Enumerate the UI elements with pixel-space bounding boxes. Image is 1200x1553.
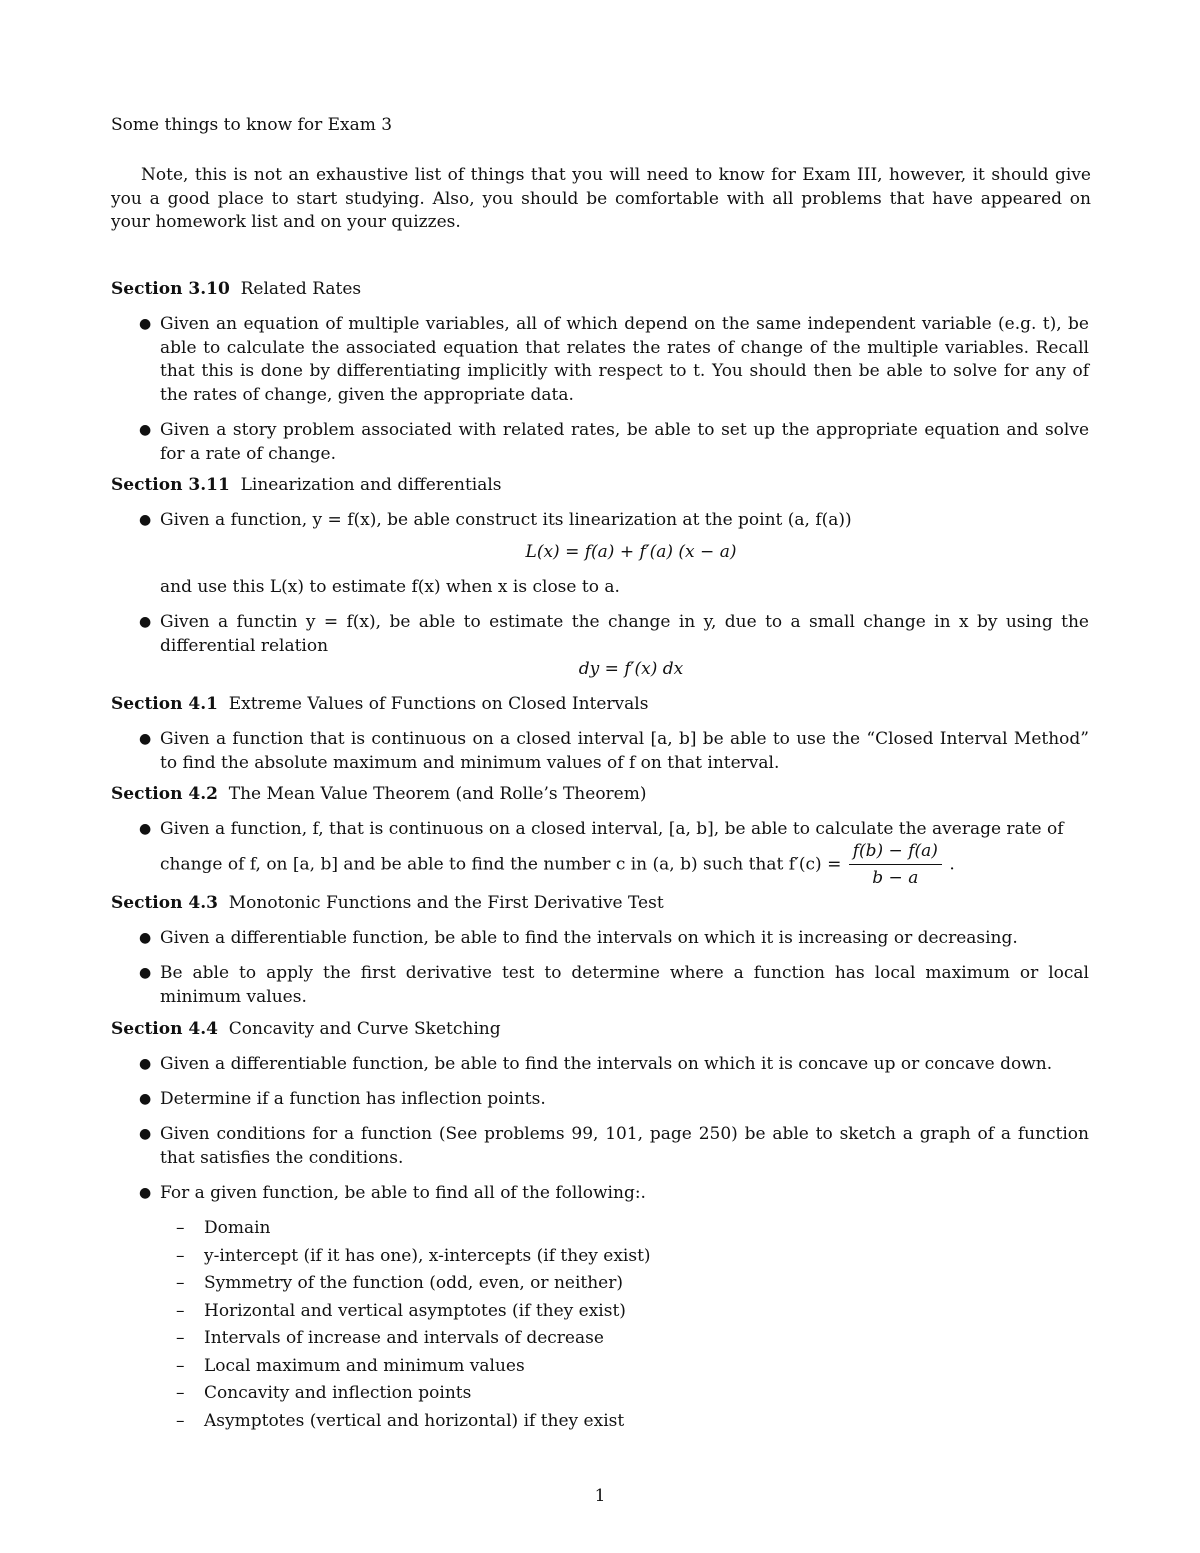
sub-list-item-text: Domain bbox=[204, 1218, 271, 1238]
list-item bbox=[139, 313, 1089, 407]
section-number: Section 3.10 bbox=[111, 279, 230, 299]
list-item bbox=[139, 927, 1089, 951]
dash-icon: – bbox=[176, 1328, 185, 1348]
section-heading-4-1 bbox=[111, 694, 648, 714]
bullet-icon: ● bbox=[139, 1185, 152, 1201]
list-item bbox=[139, 962, 1089, 1009]
bullet-icon: ● bbox=[139, 316, 152, 332]
sub-list-item-text: Symmetry of the function (odd, even, or neither) bbox=[204, 1273, 623, 1293]
bullet-icon: ● bbox=[139, 965, 152, 981]
sub-list-item-text: Concavity and inflection points bbox=[204, 1383, 472, 1403]
section-heading-4-3 bbox=[111, 893, 664, 913]
section-title: Related Rates bbox=[240, 279, 362, 299]
section-heading-3-10 bbox=[111, 279, 361, 299]
list-item-text: Given a function, y = f(x), be able construct its linearization at the point (a, f(a)) bbox=[160, 510, 852, 530]
section-title: Linearization and differentials bbox=[240, 475, 502, 495]
list-item-text: Given a functin y = f(x), be able to estimate the change in y, due to a small change in x by using the differential relation bbox=[160, 612, 1089, 656]
section-heading-4-4 bbox=[111, 1019, 501, 1039]
section-title: The Mean Value Theorem (and Rolle’s Theorem) bbox=[228, 784, 647, 804]
list-item-text: Given conditions for a function (See problems 99, 101, page 250) be able to sketch a graph of a function that satisfies the conditions. bbox=[160, 1124, 1089, 1168]
bullet-icon: ● bbox=[139, 821, 152, 837]
sub-list-item bbox=[176, 1411, 624, 1431]
dash-icon: – bbox=[176, 1383, 185, 1403]
sub-list-item bbox=[176, 1328, 604, 1348]
dash-icon: – bbox=[176, 1218, 185, 1238]
section-number: Section 4.2 bbox=[111, 784, 218, 804]
list-item bbox=[139, 611, 1089, 658]
dash-icon: – bbox=[176, 1301, 185, 1321]
list-item bbox=[139, 509, 1089, 533]
equation-followup-text: and use this L(x) to estimate f(x) when x is close to a. bbox=[160, 577, 620, 597]
fraction-period: . bbox=[949, 854, 955, 875]
section-title: Extreme Values of Functions on Closed Intervals bbox=[228, 694, 649, 714]
list-item bbox=[139, 1123, 1089, 1170]
list-item-text: For a given function, be able to find all of the following:. bbox=[160, 1183, 646, 1203]
list-item-text: Given a differentiable function, be able to find the intervals on which it is increasing or decreasing. bbox=[160, 928, 1018, 948]
section-title: Monotonic Functions and the First Derivative Test bbox=[228, 893, 664, 913]
bullet-icon: ● bbox=[139, 1056, 152, 1072]
dash-icon: – bbox=[176, 1356, 185, 1376]
differential-equation: dy = f′(x) dx bbox=[578, 659, 684, 679]
intro-note: Note, this is not an exhaustive list of things that you will need to know for Exam III, however, it should give you a good place to start studying. Also, you should be comfortable with all problems that have appeared on your homework list and on your quizzes. bbox=[111, 165, 1091, 232]
sub-list-item-text: Local maximum and minimum values bbox=[204, 1356, 525, 1376]
list-item-text: Determine if a function has inflection points. bbox=[160, 1089, 546, 1109]
fraction-numerator: f(b) − f(a) bbox=[849, 840, 942, 865]
sub-list-item bbox=[176, 1246, 651, 1266]
section-number: Section 4.3 bbox=[111, 893, 218, 913]
list-item-text: Given an equation of multiple variables, all of which depend on the same independent variable (e.g. t), be able to calculate the associated equation that relates the rates of change of the multiple variables. Recall that this is done by differentiating implicitly with respect to t. You should then be able to solve for any of the rates of change, given the appropriate data. bbox=[160, 314, 1089, 405]
dash-icon: – bbox=[176, 1273, 185, 1293]
bullet-icon: ● bbox=[139, 1091, 152, 1107]
section-heading-4-2 bbox=[111, 784, 647, 804]
bullet-icon: ● bbox=[139, 512, 152, 528]
list-item-text: Given a function that is continuous on a closed interval [a, b] be able to use the “Closed Interval Method” to find the absolute maximum and minimum values of f on that interval. bbox=[160, 729, 1089, 773]
section-heading-3-11 bbox=[111, 475, 502, 495]
list-item bbox=[139, 1182, 1089, 1206]
sub-list-item bbox=[176, 1301, 626, 1321]
list-item-text: Given a differentiable function, be able to find the intervals on which it is concave up or concave down. bbox=[160, 1054, 1053, 1074]
list-item bbox=[139, 728, 1089, 775]
document-title: Some things to know for Exam 3 bbox=[111, 115, 393, 135]
sub-list-item bbox=[176, 1273, 623, 1293]
section-number: Section 4.4 bbox=[111, 1019, 218, 1039]
sub-list-item bbox=[176, 1356, 525, 1376]
mvt-line bbox=[160, 840, 1089, 889]
list-item-text: Given a story problem associated with related rates, be able to set up the appropriate equation and solve for a rate of change. bbox=[160, 420, 1089, 464]
sub-list-item-text: Horizontal and vertical asymptotes (if they exist) bbox=[204, 1301, 626, 1321]
list-item bbox=[139, 1088, 1089, 1112]
page-number: 1 bbox=[594, 1486, 606, 1506]
bullet-icon: ● bbox=[139, 614, 152, 630]
sub-list-item-text: Asymptotes (vertical and horizontal) if they exist bbox=[204, 1411, 625, 1431]
linearization-equation: L(x) = f(a) + f′(a) (x − a) bbox=[525, 542, 737, 562]
section-title: Concavity and Curve Sketching bbox=[228, 1019, 501, 1039]
section-number: Section 3.11 bbox=[111, 475, 230, 495]
sub-list-item bbox=[176, 1218, 271, 1238]
list-item bbox=[139, 1053, 1089, 1077]
section-number: Section 4.1 bbox=[111, 694, 218, 714]
bullet-icon: ● bbox=[139, 422, 152, 438]
list-item bbox=[139, 419, 1089, 466]
sub-list-item bbox=[176, 1383, 471, 1403]
dash-icon: – bbox=[176, 1246, 185, 1266]
dash-icon: – bbox=[176, 1411, 185, 1431]
sub-list-item-text: Intervals of increase and intervals of decrease bbox=[204, 1328, 604, 1348]
list-item-text: Given a function, f, that is continuous on a closed interval, [a, b], be able to calculate the average rate of bbox=[160, 819, 1064, 839]
bullet-icon: ● bbox=[139, 1126, 152, 1142]
sub-list-item-text: y-intercept (if it has one), x-intercepts (if they exist) bbox=[204, 1246, 651, 1266]
list-item bbox=[139, 818, 1089, 842]
list-item-text: change of f, on [a, b] and be able to find the number c in (a, b) such that f′(c) = bbox=[160, 854, 842, 875]
mvt-fraction bbox=[849, 840, 942, 889]
bullet-icon: ● bbox=[139, 731, 152, 747]
bullet-icon: ● bbox=[139, 930, 152, 946]
fraction-denominator: b − a bbox=[872, 868, 919, 888]
list-item-text: Be able to apply the first derivative test to determine where a function has local maximum or local minimum values. bbox=[160, 963, 1089, 1007]
